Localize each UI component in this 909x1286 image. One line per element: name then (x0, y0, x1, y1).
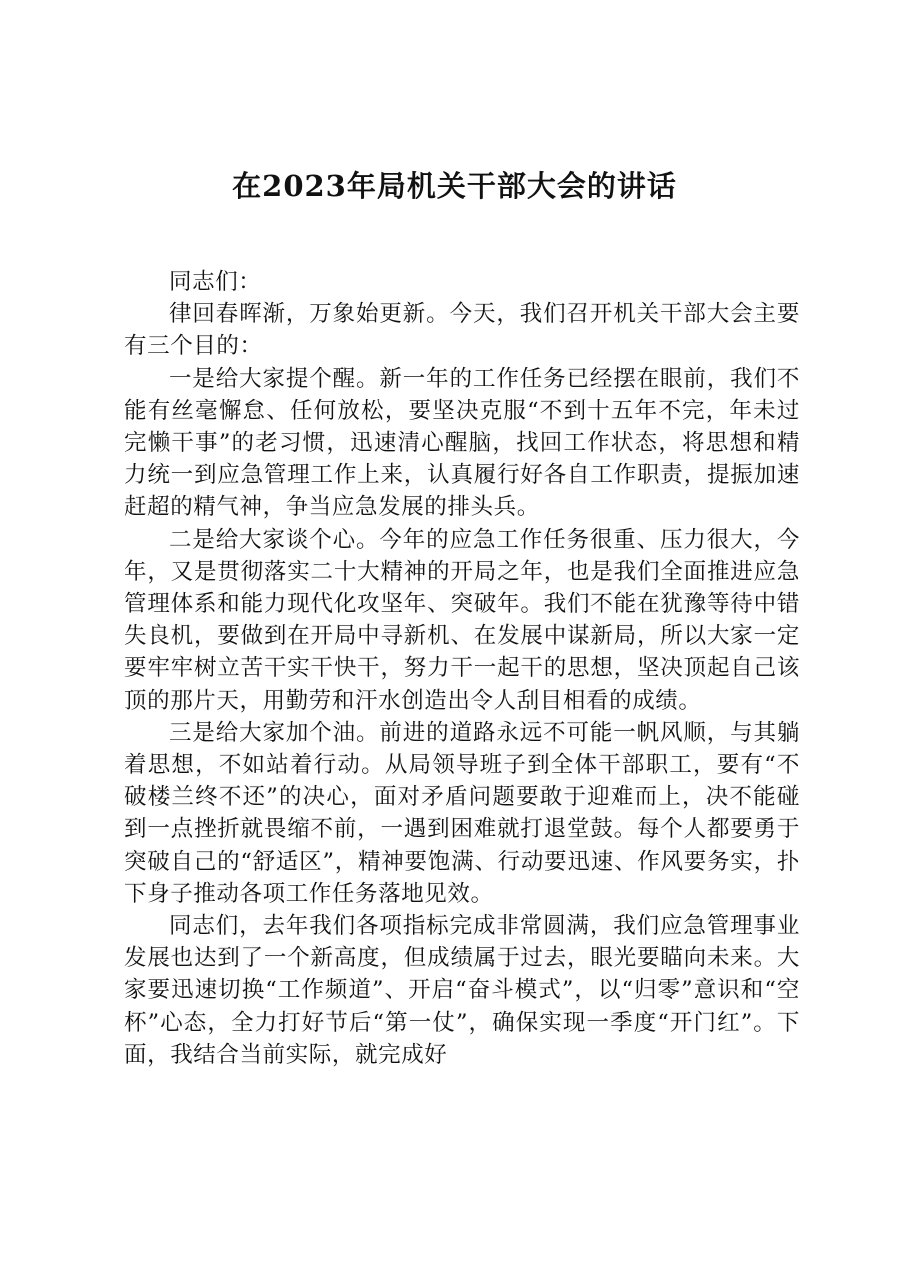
document-body (124, 266, 800, 1071)
document-title: 在2023年局机关干部大会的讲话 (232, 169, 677, 203)
salutation: 同志们： (169, 269, 262, 295)
paragraph-closing: 同志们，去年我们各项指标完成非常圆满，我们应急管理事业发展也达到了一个新高度，但成绩属于过去，眼光要瞄向未来。大家要迅速切换“工作频道”、开启“奋斗模式”，以“归零”意识和“空杯”心态，全力打好节后“第一仗”，确保实现一季度“开门红”。下面，我结合当前实际，就完成好 (124, 913, 800, 1068)
paragraph-third-purpose: 三是给大家加个油。前进的道路永远不可能一帆风顺，与其躺着思想，不如站着行动。从局领导班子到全体干部职工，要有“不破楼兰终不还”的决心，面对矛盾问题要敢于迎难而上，决不能碰到一点挫折就畏缩不前，一遇到困难就打退堂鼓。每个人都要勇于突破自己的“舒适区”，精神要饱满、行动要迅速、作风要务实，扑下身子推动各项工作任务落地见效。 (124, 719, 800, 907)
paragraph-second-purpose: 二是给大家谈个心。今年的应急工作任务很重、压力很大，今年，又是贯彻落实二十大精神的开局之年，也是我们全面推进应急管理体系和能力现代化攻坚年、突破年。我们不能在犹豫等待中错失良机，要做到在开局中寻新机、在发展中谋新局，所以大家一定要牢牢树立苦干实干快干，努力干一起干的思想，坚决顶起自己该顶的那片天，用勤劳和汗水创造出令人刮目相看的成绩。 (124, 526, 800, 714)
paragraph-intro: 律回春晖渐，万象始更新。今天，我们召开机关干部大会主要有三个目的： (124, 301, 800, 360)
paragraph-first-purpose: 一是给大家提个醒。新一年的工作任务已经摆在眼前，我们不能有丝毫懈怠、任何放松，要坚决克服“不到十五年不完，年未过完懒干事”的老习惯，迅速清心醒脑，找回工作状态，将思想和精力统一到应急管理工作上来，认真履行好各自工作职责，提振加速赶超的精气神，争当应急发展的排头兵。 (124, 365, 800, 521)
